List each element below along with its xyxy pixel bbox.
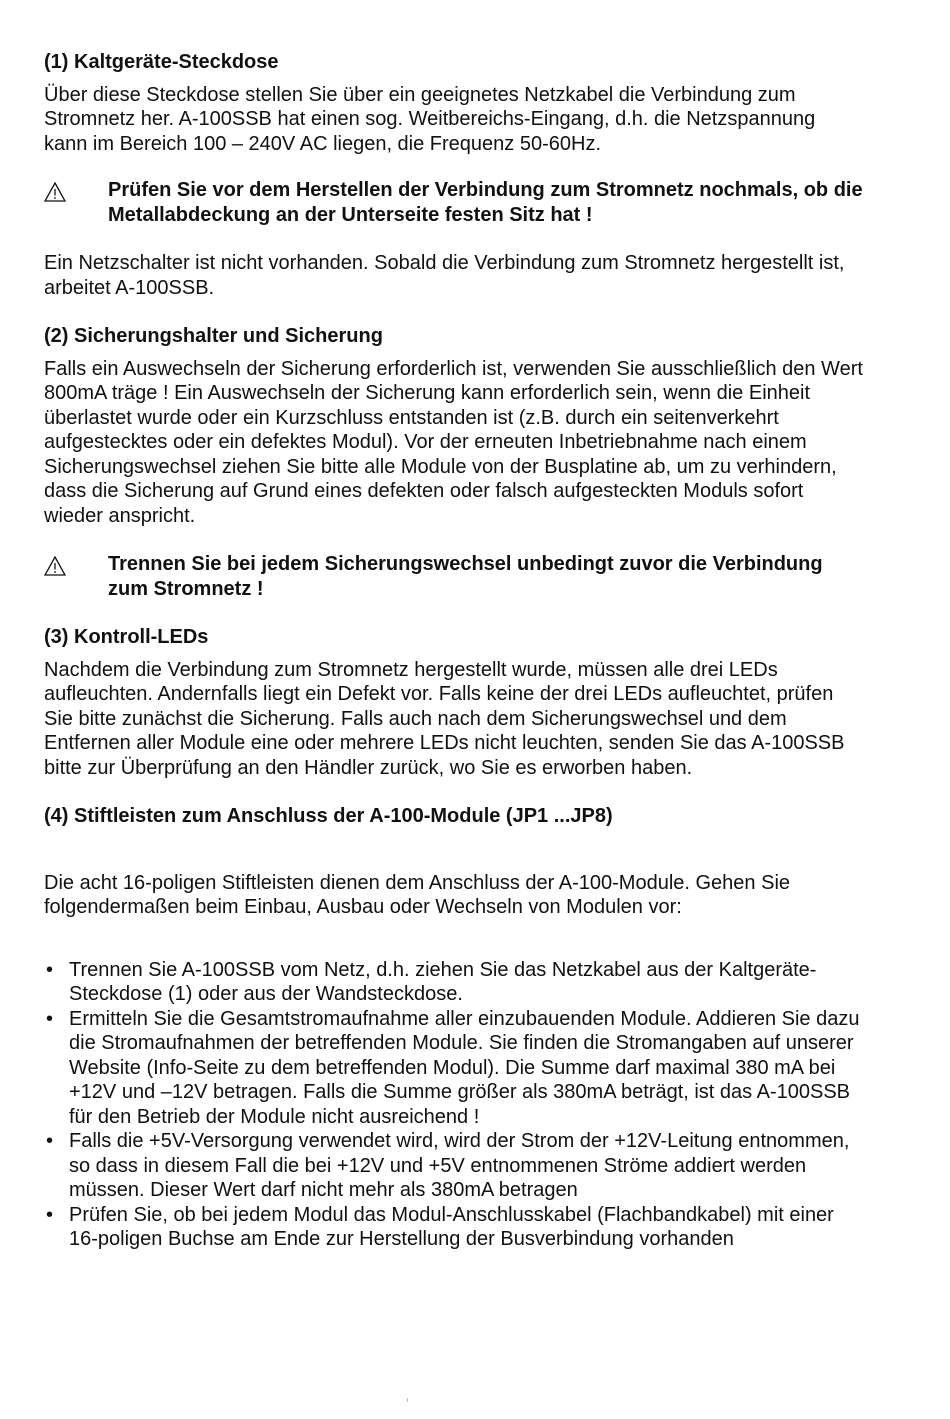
list-item (44, 1203, 864, 1252)
list-item-text: Falls die +5V-Versorgung verwendet wird, wird der Strom der +12V-Leitung entnommen, so dass in diesem Fall die bei +12V und +5V entnommenen Ströme addiert werden müssen. Dieser Wert darf nicht mehr als 380mA betragen (69, 1130, 850, 1201)
list-item (44, 1129, 864, 1203)
list-item-text: Ermitteln Sie die Gesamtstromaufnahme aller einzubauenden Module. Addieren Sie dazu die Stromaufnahmen der betreffenden Module. Sie finden die Stromangaben auf unserer Website (Info-Seite zu dem betreffenden Modul). Die Summe darf maximal 380 mA bei +12V und –12V betragen. Falls die Summe größer als 380mA beträgt, ist das A-100SSB für den Betrieb der Module nicht ausreichend ! (69, 1007, 860, 1128)
warning-text-2: Trennen Sie bei jedem Sicherungswechsel unbedingt zuvor die Verbindung zum Stromnetz ! (108, 553, 823, 600)
section-2-paragraph-1: Falls ein Auswechseln der Sicherung erforderlich ist, verwenden Sie ausschließlich den Wert 800mA träge ! Ein Auswechseln der Sicherung kann erforderlich sein, wenn die Einheit überlastet wurde oder ein Kurzschluss entstanden ist (z.B. durch ein seitenverkehrt aufgestecktes oder ein defektes Modul). Vor der erneuten Inbetriebnahme nach einem Sicherungswechsel ziehen Sie bitte alle Module von der Busplatine ab, um zu verhindern, dass die Sicherung auf Grund eines defekten oder falsch aufgesteckten Moduls sofort wieder anspricht. (44, 357, 863, 527)
list-item-text: Trennen Sie A-100SSB vom Netz, d.h. ziehen Sie das Netzkabel aus der Kaltgeräte-Steckdose (1) oder aus der Wandsteckdose. (69, 958, 817, 1005)
section-4-paragraph-1: Die acht 16-poligen Stiftleisten dienen dem Anschluss der A-100-Module. Gehen Sie folgendermaßen beim Einbau, Ausbau oder Wechseln von Modulen vor: (44, 871, 791, 918)
bullet-list (44, 958, 864, 1252)
bullet-icon: • (46, 1130, 54, 1152)
section-1-paragraph-1: Über diese Steckdose stellen Sie über ein geeignetes Netzkabel die Verbindung zum Stromnetz her. A-100SSB hat einen sog. Weitbereichs-Eingang, d.h. die Netzspannung kann im Bereich 100 – 240V AC liegen, die Frequenz 50-60Hz. (44, 83, 816, 155)
list-item (44, 958, 864, 1007)
bullet-icon: • (46, 1007, 54, 1030)
section-heading-1: (1) Kaltgeräte-Steckdose (44, 51, 279, 73)
section-heading-2: (2) Sicherungshalter und Sicherung (44, 325, 383, 347)
warning-text-1: Prüfen Sie vor dem Herstellen der Verbindung zum Stromnetz nochmals, ob die Metallabdeckung an der Unterseite festen Sitz hat ! (108, 179, 863, 226)
warning-block-2 (44, 552, 864, 601)
section-heading-4: (4) Stiftleisten zum Anschluss der A-100-Module (JP1 ...JP8) (44, 805, 613, 827)
section-1-paragraph-2: Ein Netzschalter ist nicht vorhanden. Sobald die Verbindung zum Stromnetz hergestellt ist, arbeitet A-100SSB. (44, 252, 845, 299)
warning-triangle-icon (44, 178, 108, 207)
section-heading-3: (3) Kontroll-LEDs (44, 626, 209, 648)
list-item-text: Prüfen Sie, ob bei jedem Modul das Modul-Anschlusskabel (Flachbandkabel) mit einer 16-poligen Buchse am Ende zur Herstellung der Busverbindung vorhanden (69, 1203, 834, 1250)
warning-block-1 (44, 178, 864, 227)
scan-mark (407, 1398, 408, 1402)
bullet-icon: • (46, 958, 54, 981)
section-3-paragraph-1: Nachdem die Verbindung zum Stromnetz hergestellt wurde, müssen alle drei LEDs aufleuchten. Andernfalls liegt ein Defekt vor. Falls keine der drei LEDs aufleuchtet, prüfen Sie bitte zunächst die Sicherung. Falls auch nach dem Sicherungswechsel und dem Entfernen aller Module eine oder mehrere LEDs nicht leuchten, senden Sie das A-100SSB bitte zur Überprüfung an den Händler zurück, wo Sie es erworben haben. (44, 658, 845, 779)
document-page (44, 50, 864, 1252)
bullet-icon: • (46, 1203, 54, 1226)
list-item (44, 1007, 864, 1130)
warning-triangle-icon (44, 552, 108, 581)
